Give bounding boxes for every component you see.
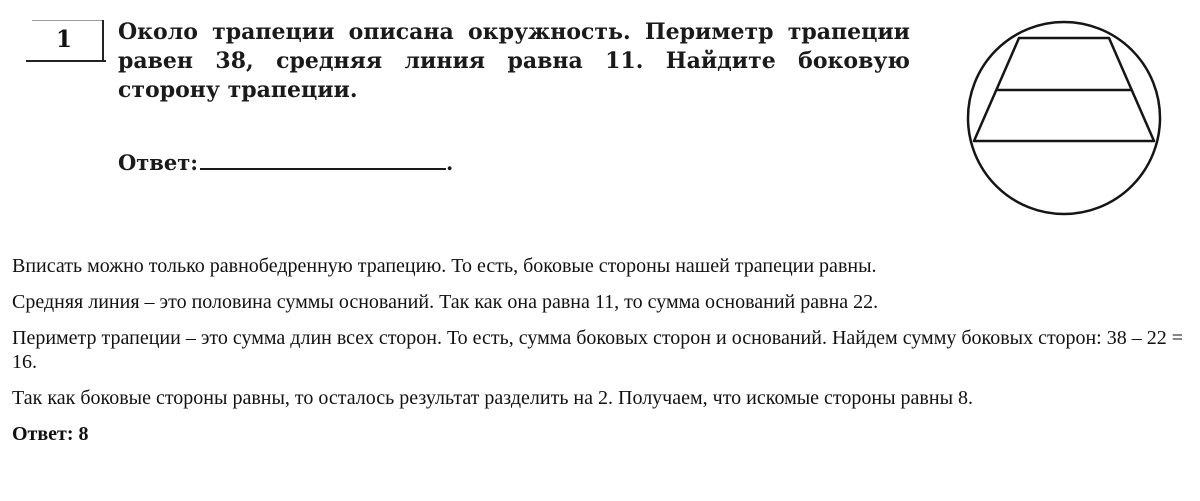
frame-bottom-line	[26, 60, 106, 62]
answer-blank-line	[200, 148, 446, 170]
task-number: 1	[56, 26, 73, 53]
task-statement: Около трапеции описана окружность. Периметр трапеции равен 38, средняя линия равна 11. Найдите боковую сторону трапеции.	[118, 19, 910, 103]
task-block	[0, 0, 1200, 230]
solution-paragraph: Средняя линия – это половина суммы оснований. Так как она равна 11, то сумма оснований равна 22.	[12, 291, 879, 313]
solution-paragraph: Вписать можно только равнобедренную трапецию. То есть, боковые стороны нашей трапеции равны.	[12, 255, 877, 277]
solution-paragraph: Периметр трапеции – это сумма длин всех сторон. То есть, сумма боковых сторон и оснований. Найдем сумму боковых сторон: 38 – 22 = 16.	[12, 327, 1184, 373]
solution-paragraph: Так как боковые стороны равны, то осталось результат разделить на 2. Получаем, что искомые стороны равны 8.	[12, 387, 974, 409]
answer-period: .	[446, 150, 454, 175]
trapezoid-in-circle-figure	[964, 16, 1164, 221]
circumscribed-circle	[968, 22, 1160, 214]
solution-block	[12, 254, 1192, 458]
frame-right-line	[102, 20, 104, 62]
final-answer: Ответ: 8	[12, 423, 89, 445]
answer-label: Ответ:	[118, 150, 199, 175]
answer-field-row	[118, 148, 453, 177]
